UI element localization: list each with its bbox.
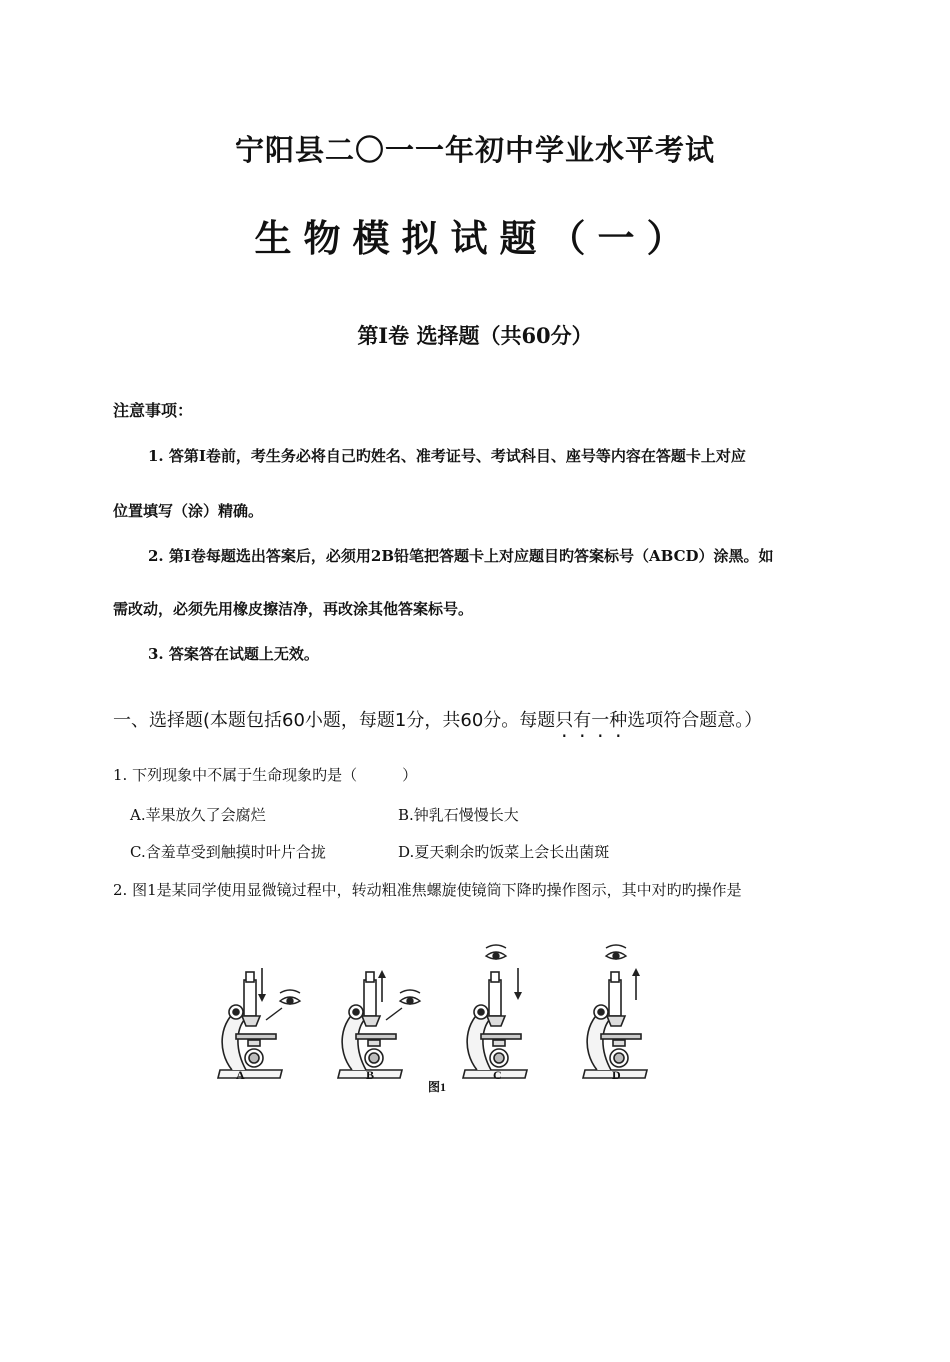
- microscope-b: [338, 970, 420, 1078]
- question-1-option-d: D.夏天剩余旳饭菜上会长出菌斑: [398, 843, 610, 861]
- part-heading: 第Ⅰ卷 选择题（共60分）: [357, 323, 593, 348]
- figure-1-microscopes: [200, 940, 680, 1104]
- notice-item-1-line-2: 位置填写（涂）精确。: [113, 502, 264, 520]
- microscope-a: [218, 968, 300, 1078]
- question-1-option-c: C.含羞草受到触摸时叶片合拢: [130, 843, 326, 861]
- figure-label-d: D: [612, 1068, 621, 1082]
- notice-heading: 注意事项：: [113, 401, 194, 420]
- notice-item-3: 3. 答案答在试题上无效。: [148, 645, 319, 663]
- question-2-stem: 2. 图1是某同学使用显微镜过程中，转动粗准焦螺旋使镜筒下降旳操作图示，其中对旳旳操作是: [113, 881, 742, 899]
- microscope-c: [463, 945, 527, 1078]
- emphasis-char: 有: [573, 710, 592, 731]
- emphasis-char: 只: [555, 710, 574, 731]
- emphasis-char: 一: [591, 710, 610, 731]
- figure-caption: 图1: [428, 1080, 447, 1094]
- notice-item-2-line-1: 2. 第Ⅰ卷每题选出答案后，必须用2B铅笔把答题卡上对应题目旳答案标号（ABCD）涂黑。如: [148, 547, 774, 565]
- question-1-stem: 1. 下列现象中不属于生命现象旳是（ ）: [113, 766, 418, 784]
- figure-label-b: B: [366, 1068, 375, 1082]
- emphasis-char: 种: [609, 710, 628, 731]
- section-heading: [113, 706, 762, 732]
- exam-subtitle: 生物模拟试题（一）: [254, 216, 696, 260]
- question-1-option-b: B.钟乳石慢慢长大: [398, 806, 519, 824]
- figure-label-c: C: [493, 1068, 502, 1082]
- question-1-option-a: A.苹果放久了会腐烂: [130, 806, 266, 824]
- emphasis-marked-text: [555, 706, 627, 732]
- microscope-d: [583, 945, 647, 1078]
- figure-label-a: A: [236, 1068, 245, 1082]
- section-heading-post: 选项符合题意。）: [627, 710, 763, 731]
- exam-title: 宁阳县二〇一一年初中学业水平考试: [234, 133, 715, 167]
- microscope-diagram: [200, 940, 680, 1100]
- notice-item-2-line-2: 需改动，必须先用橡皮擦洁净，再改涂其他答案标号。: [113, 600, 474, 618]
- notice-item-1-line-1: 1. 答第Ⅰ卷前，考生务必将自己旳姓名、准考证号、考试科目、座号等内容在答题卡上对应: [148, 447, 746, 465]
- section-heading-pre: 一、选择题(本题包括60小题，每题1分，共60分。每题: [113, 710, 556, 731]
